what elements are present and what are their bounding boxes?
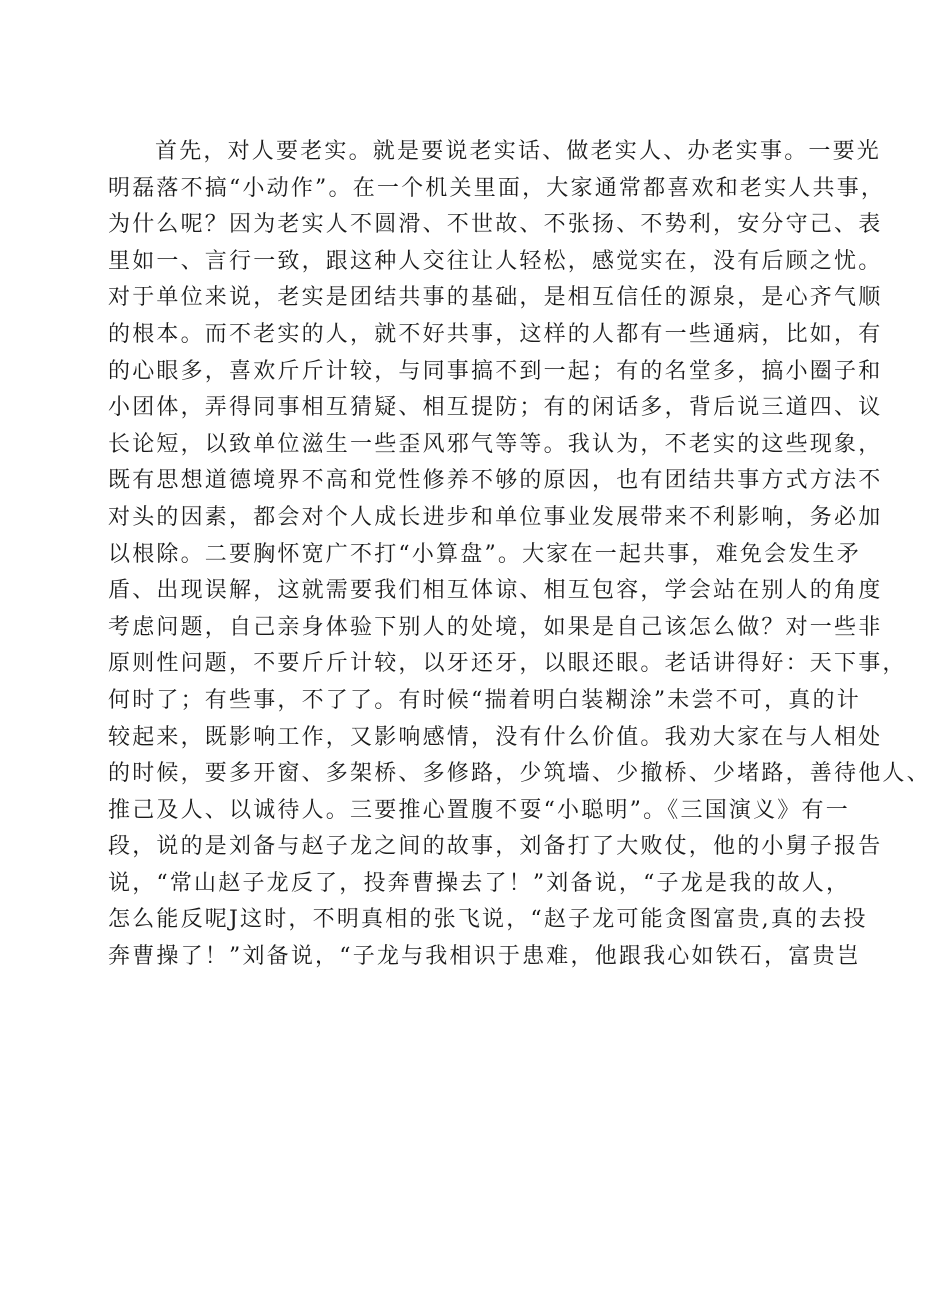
- text-line: 以根除。二要胸怀宽广不打“小算盘”。大家在一起共事，难免会发生矛: [108, 541, 861, 567]
- text-line: 的时候，要多开窗、多架桥、多修路，少筑墙、少撤桥、少堵路，善待他人、: [108, 761, 931, 787]
- text-line: 盾、出现误解，这就需要我们相互体谅、相互包容，学会站在别人的角度: [108, 578, 883, 604]
- text-line: 长论短，以致单位滋生一些歪风邪气等等。我认为，不老实的这些现象，: [108, 431, 883, 457]
- text-line: 的心眼多，喜欢斤斤计较，与同事搞不到一起；有的名堂多，搞小圈子和: [108, 358, 883, 384]
- text-line: 说，“常山赵子龙反了，投奔曹操去了！”刘备说，“子龙是我的故人，: [108, 870, 851, 896]
- text-line: 原则性问题，不要斤斤计较，以牙还牙，以眼还眼。老话讲得好：天下事，: [108, 651, 907, 677]
- body-paragraph: [108, 134, 931, 976]
- text-line: 既有思想道德境界不高和党性修养不够的原因，也有团结共事方式方法不: [108, 468, 883, 494]
- text-line: 为什么呢？因为老实人不圆滑、不世故、不张扬、不势利，安分守己、表: [108, 212, 883, 238]
- text-line: 推己及人、以诚待人。三要推心置腹不耍“小聪明”。《三国演义》有一: [108, 797, 850, 823]
- text-line: 何时了；有些事，不了了。有时候“揣着明白装糊涂”未尝不可，真的计: [108, 687, 861, 713]
- text-line: 小团体，弄得同事相互猜疑、相互提防；有的闲话多，背后说三道四、议: [108, 395, 883, 421]
- text-line: 较起来，既影响工作，又影响感情，没有什么价值。我劝大家在与人相处: [108, 724, 883, 750]
- text-line: 怎么能反呢J这时，不明真相的张飞说，“赵子龙可能贪图富贵,真的去投: [108, 907, 868, 933]
- text-line: 对头的因素，都会对个人成长进步和单位事业发展带来不利影响，务必加: [108, 504, 883, 530]
- text-line: 奔曹操了！”刘备说，“子龙与我相识于患难，他跟我心如铁石，富贵岂: [108, 944, 861, 970]
- text-line: 对于单位来说，老实是团结共事的基础，是相互信任的源泉，是心齐气顺: [108, 285, 883, 311]
- text-line: 的根本。而不老实的人，就不好共事，这样的人都有一些通病，比如，有: [108, 321, 883, 347]
- text-line: 考虑问题，自己亲身体验下别人的处境，如果是自己该怎么做？对一些非: [108, 614, 883, 640]
- text-line: 明磊落不搞“小动作”。在一个机关里面，大家通常都喜欢和老实人共事，: [108, 175, 886, 201]
- text-line: 段，说的是刘备与赵子龙之间的故事，刘备打了大败仗，他的小舅子报告: [108, 834, 883, 860]
- text-line: 里如一、言行一致，跟这种人交往让人轻松，感觉实在，没有后顾之忧。: [108, 248, 883, 274]
- text-line: 首先，对人要老实。就是要说老实话、做老实人、办老实事。一要光: [155, 139, 882, 164]
